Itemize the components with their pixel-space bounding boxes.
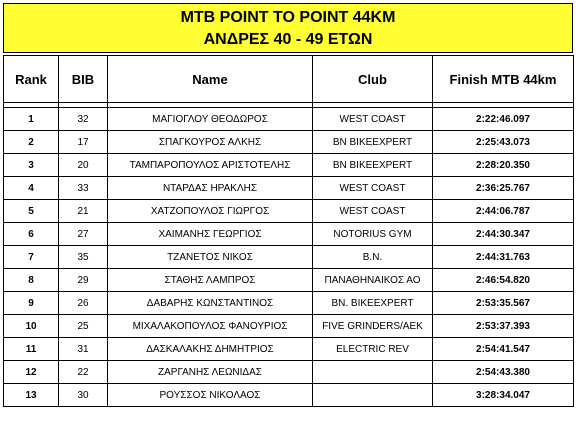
bib-cell: 27 <box>59 223 108 246</box>
table-row <box>4 246 574 269</box>
bib-cell: 29 <box>59 269 108 292</box>
table-row <box>4 177 574 200</box>
rank-cell: 6 <box>4 223 59 246</box>
finish-time-cell: 2:36:25.767 <box>433 177 574 200</box>
bib-cell: 22 <box>59 361 108 384</box>
club-cell: ELECTRIC REV <box>313 338 433 361</box>
name-cell: ΔΑΣΚΑΛΑΚΗΣ ΔΗΜΗΤΡΙΟΣ <box>108 338 313 361</box>
name-cell: ΜΑΓΙΟΓΛΟΥ ΘΕΟΔΩΡΟΣ <box>108 108 313 131</box>
rank-cell: 7 <box>4 246 59 269</box>
rank-cell: 5 <box>4 200 59 223</box>
club-cell <box>313 384 433 407</box>
column-header-name: Name <box>108 56 313 103</box>
club-cell: FIVE GRINDERS/AEK <box>313 315 433 338</box>
column-header-club: Club <box>313 56 433 103</box>
club-cell <box>313 361 433 384</box>
bib-cell: 26 <box>59 292 108 315</box>
finish-time-cell: 2:44:31.763 <box>433 246 574 269</box>
name-cell: ΖΑΡΓΑΝΗΣ ΛΕΩΝΙΔΑΣ <box>108 361 313 384</box>
table-row <box>4 292 574 315</box>
finish-time-cell: 2:54:43.380 <box>433 361 574 384</box>
name-cell: ΔΑΒΑΡΗΣ ΚΩΝΣΤΑΝΤΙΝΟΣ <box>108 292 313 315</box>
table-row <box>4 338 574 361</box>
club-cell: BN BIKEEXPERT <box>313 131 433 154</box>
table-row <box>4 131 574 154</box>
rank-cell: 9 <box>4 292 59 315</box>
rank-cell: 1 <box>4 108 59 131</box>
column-header-finish: Finish MTB 44km <box>433 56 574 103</box>
rank-cell: 13 <box>4 384 59 407</box>
finish-time-cell: 2:25:43.073 <box>433 131 574 154</box>
table-row <box>4 269 574 292</box>
table-row <box>4 108 574 131</box>
bib-cell: 25 <box>59 315 108 338</box>
finish-time-cell: 3:28:34.047 <box>433 384 574 407</box>
rank-cell: 8 <box>4 269 59 292</box>
name-cell: ΣΤΑΘΗΣ ΛΑΜΠΡΟΣ <box>108 269 313 292</box>
table-row <box>4 154 574 177</box>
name-cell: ΤΑΜΠΑΡΟΠΟΥΛΟΣ ΑΡΙΣΤΟΤΕΛΗΣ <box>108 154 313 177</box>
name-cell: ΝΤΑΡΔΑΣ ΗΡΑΚΛΗΣ <box>108 177 313 200</box>
finish-time-cell: 2:54:41.547 <box>433 338 574 361</box>
finish-time-cell: 2:44:30.347 <box>433 223 574 246</box>
results-body <box>4 103 574 407</box>
name-cell: ΜΙΧΑΛΑΚΟΠΟΥΛΟΣ ΦΑΝΟΥΡΙΟΣ <box>108 315 313 338</box>
club-cell: NOTORIUS GYM <box>313 223 433 246</box>
category-title: ΑΝΔΡΕΣ 40 - 49 ΕΤΩΝ <box>203 31 373 48</box>
rank-cell: 12 <box>4 361 59 384</box>
table-row <box>4 200 574 223</box>
column-header-rank: Rank <box>4 56 59 103</box>
bib-cell: 21 <box>59 200 108 223</box>
table-row <box>4 384 574 407</box>
rank-cell: 2 <box>4 131 59 154</box>
name-cell: ΣΠΑΓΚΟΥΡΟΣ ΑΛΚΗΣ <box>108 131 313 154</box>
bib-cell: 20 <box>59 154 108 177</box>
bib-cell: 17 <box>59 131 108 154</box>
table-row <box>4 361 574 384</box>
bib-cell: 33 <box>59 177 108 200</box>
rank-cell: 11 <box>4 338 59 361</box>
bib-cell: 31 <box>59 338 108 361</box>
bib-cell: 32 <box>59 108 108 131</box>
rank-cell: 3 <box>4 154 59 177</box>
header-row <box>4 56 574 103</box>
club-cell: WEST COAST <box>313 108 433 131</box>
club-cell: ΠΑΝΑΘΗΝΑΙΚΟΣ ΑΟ <box>313 269 433 292</box>
name-cell: ΤΖΑΝΕΤΟΣ ΝΙΚΟΣ <box>108 246 313 269</box>
name-cell: ΧΑΤΖΟΠΟΥΛΟΣ ΓΙΩΡΓΟΣ <box>108 200 313 223</box>
rank-cell: 10 <box>4 315 59 338</box>
title-banner <box>3 3 573 53</box>
name-cell: ΡΟΥΣΣΟΣ ΝΙΚΟΛΑΟΣ <box>108 384 313 407</box>
club-cell: BN. BIKEEXPERT <box>313 292 433 315</box>
event-title: MTB POINT TO POINT 44KM <box>180 9 396 26</box>
table-row <box>4 223 574 246</box>
column-header-bib: BIB <box>59 56 108 103</box>
finish-time-cell: 2:46:54.820 <box>433 269 574 292</box>
bib-cell: 30 <box>59 384 108 407</box>
finish-time-cell: 2:53:37.393 <box>433 315 574 338</box>
results-table <box>3 55 574 407</box>
club-cell: BN BIKEEXPERT <box>313 154 433 177</box>
club-cell: B.N. <box>313 246 433 269</box>
finish-time-cell: 2:28:20.350 <box>433 154 574 177</box>
rank-cell: 4 <box>4 177 59 200</box>
finish-time-cell: 2:22:46.097 <box>433 108 574 131</box>
name-cell: ΧΑΙΜΑΝΗΣ ΓΕΩΡΓΙΟΣ <box>108 223 313 246</box>
finish-time-cell: 2:53:35.567 <box>433 292 574 315</box>
club-cell: WEST COAST <box>313 177 433 200</box>
bib-cell: 35 <box>59 246 108 269</box>
table-row <box>4 315 574 338</box>
finish-time-cell: 2:44:06.787 <box>433 200 574 223</box>
club-cell: WEST COAST <box>313 200 433 223</box>
